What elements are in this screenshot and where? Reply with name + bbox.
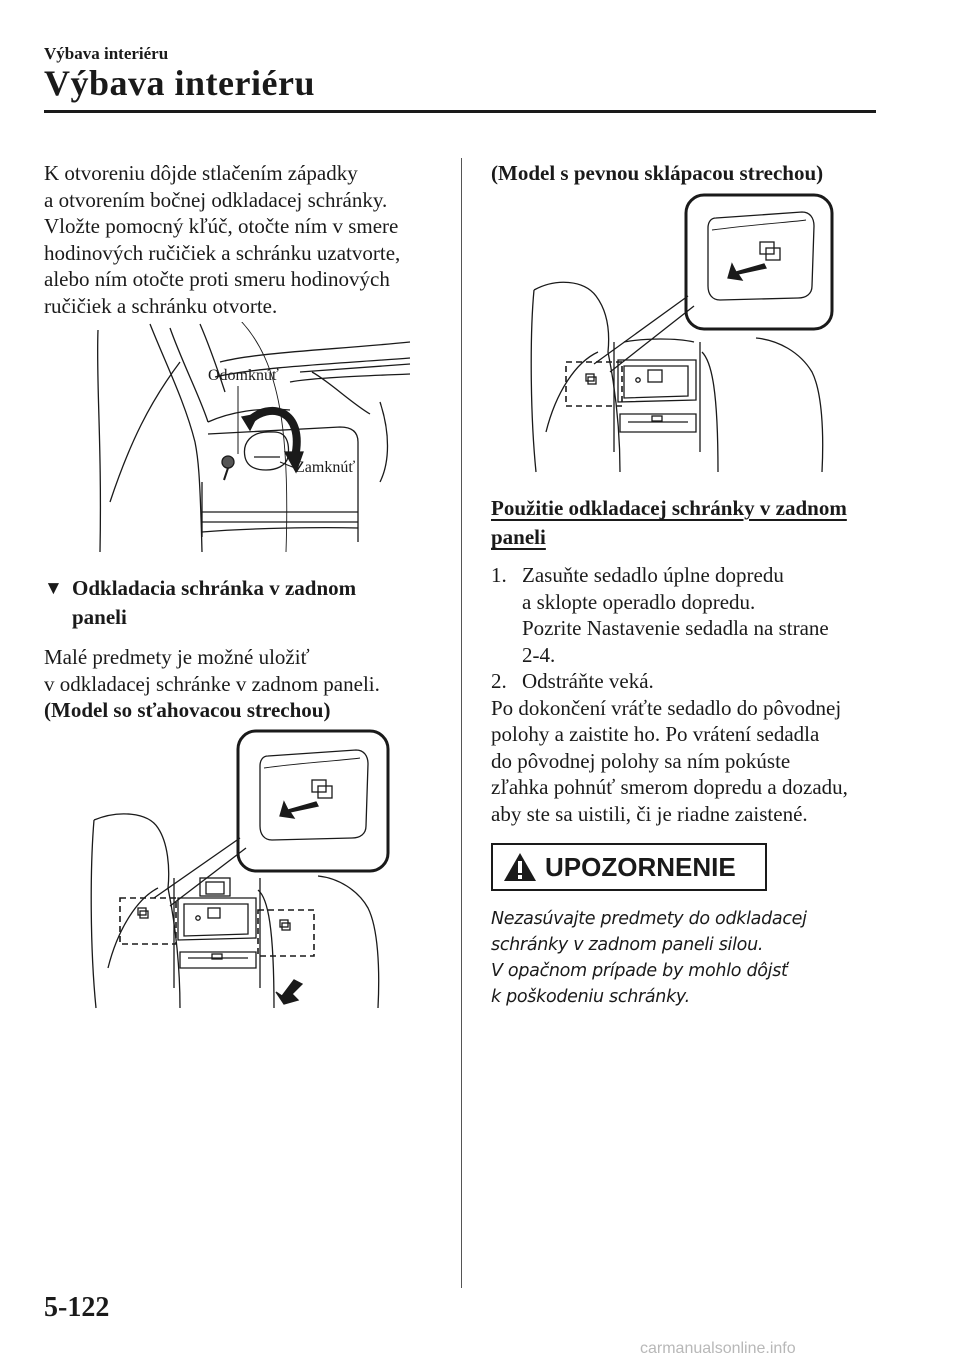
label-lock: Zamknúť (295, 459, 356, 476)
caution-line: k poškodeniu schránky. (491, 987, 690, 1007)
step-line: a sklopte operadlo dopredu. (522, 589, 756, 614)
intro-line: alebo ním otočte proti smeru hodinových (44, 267, 390, 291)
model-soft-top: (Model so sťahovacou strechou) (44, 698, 331, 722)
after-line: aby ste sa uistili, či je riadne zaistené. (491, 801, 808, 826)
label-unlock: Odomknúť (208, 367, 279, 384)
intro-line: K otvoreniu dôjde stlačením západky (44, 161, 358, 185)
body-line: v odkladacej schránke v zadnom paneli. (44, 671, 380, 696)
model-hard-top-label: (Model s pevnou sklápacou strechou) (491, 161, 824, 185)
intro-line: a otvorením bočnej odkladacej schránky. (44, 187, 388, 212)
intro-paragraph (44, 160, 444, 319)
watermark: carmanualsonline.info (640, 1340, 796, 1357)
triangle-marker-icon: ▼ (44, 578, 63, 599)
step-number: 2. (491, 669, 507, 693)
after-line: Po dokončení vráťte sedadlo do pôvodnej (491, 695, 842, 720)
step-line: Pozrite Nastavenie sedadla na strane (522, 616, 829, 640)
body-line: Malé predmety je možné uložiť (44, 645, 310, 669)
page-title: Výbava interiéru (44, 63, 315, 103)
figure-rear-panel-hard-top (526, 192, 836, 474)
usage-heading (491, 494, 871, 552)
usage-heading-line: paneli (491, 525, 546, 549)
section-title-line: paneli (72, 605, 127, 629)
step-line: Zasuňte sedadlo úplne dopredu (522, 563, 784, 587)
caution-line: Nezasúvajte predmety do odkladacej (491, 909, 807, 929)
section-body (44, 644, 444, 724)
section-title-line: Odkladacia schránka v zadnom (72, 576, 357, 600)
step-line: Odstráňte veká. (522, 669, 654, 693)
after-line: polohy a zaistite ho. Po vrátení sedadla (491, 722, 820, 746)
caution-box (491, 843, 767, 891)
step-line: 2-4. (522, 642, 556, 667)
figure-rear-panel-soft-top (88, 728, 393, 1010)
page-number: 5-122 (44, 1292, 110, 1323)
caution-line: V opačnom prípade by mohlo dôjsť (491, 961, 788, 981)
usage-heading-line: Použitie odkladacej schránky v zadnom (491, 496, 847, 520)
caution-text (491, 906, 861, 1010)
intro-line: hodinových ručičiek a schránku uzatvorte, (44, 240, 401, 265)
model-hard-top (491, 160, 871, 187)
caution-label: UPOZORNENIE (545, 851, 736, 882)
after-line: zľahka pohnúť smerom dopredu a dozadu, (491, 775, 848, 799)
step-item (491, 668, 871, 695)
section-heading (44, 574, 444, 632)
running-head: Výbava interiéru (44, 44, 169, 63)
after-line: do pôvodnej polohy sa ním pokúste (491, 748, 791, 773)
caution-line: schránky v zadnom paneli silou. (491, 935, 764, 955)
intro-line: ručičiek a schránku otvorte. (44, 293, 278, 318)
step-item (491, 562, 871, 668)
step-number: 1. (491, 563, 507, 587)
steps-list (491, 562, 871, 827)
warning-triangle-icon (503, 852, 537, 882)
intro-line: Vložte pomocný kľúč, otočte ním v smere (44, 214, 399, 238)
title-rule (44, 110, 876, 113)
column-divider (461, 158, 462, 1288)
figure-side-compartment-lock (90, 322, 420, 557)
